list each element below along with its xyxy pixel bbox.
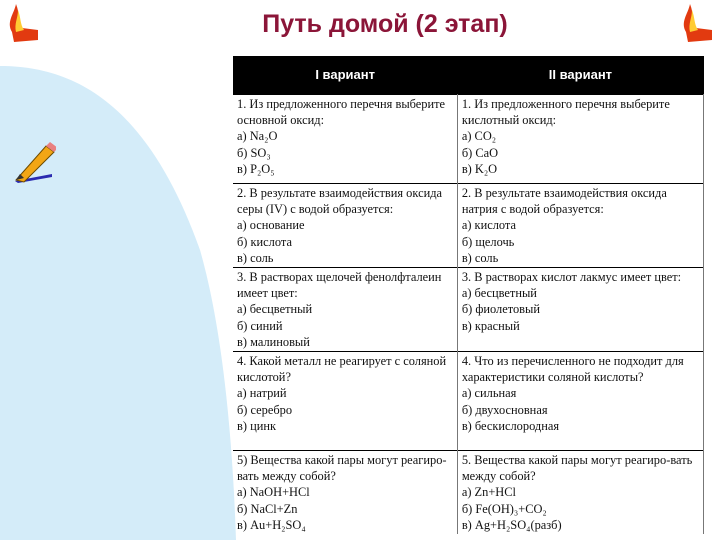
fire-icon-right	[678, 2, 714, 42]
question-text: 3. В растворах кислот лакмус имеет цвет:	[461, 270, 682, 285]
answer-option: в) малиновый	[237, 334, 310, 349]
answer-option: а) основание	[237, 218, 305, 233]
answer-option: а) Na₂O	[237, 129, 278, 144]
table-row	[233, 352, 704, 451]
answer-option: б) синий	[237, 318, 283, 333]
table-row	[233, 451, 704, 535]
answer-option: а) кислота	[461, 218, 516, 233]
table-row	[233, 184, 704, 268]
answer-option: в) соль	[237, 250, 274, 265]
answer-option: в) K₂O	[461, 161, 498, 176]
question-cell	[233, 352, 457, 451]
answer-option: а) бесцветный	[461, 286, 537, 301]
answer-option: б) щелочь	[461, 234, 515, 249]
answer-option: б) NaCl+Zn	[237, 501, 298, 516]
question-cell	[457, 268, 703, 352]
answer-option: а) бесцветный	[237, 302, 313, 317]
answer-option: а) сильная	[461, 386, 517, 401]
answer-option: в) цинк	[237, 418, 276, 433]
answer-option: в) бескислородная	[461, 418, 560, 433]
answer-option: б) двухосновная	[461, 402, 548, 417]
answer-option: б) SO₃	[237, 145, 271, 160]
question-text: 3. В растворах щелочей фенолфталеин имеет цвет:	[237, 270, 442, 301]
answer-option: б) CaO	[461, 145, 499, 160]
question-text: 1. Из предложенного перечня выберите кислотный оксид:	[461, 97, 670, 128]
answer-option: а) CO₂	[461, 129, 497, 144]
answer-option: а) NaOH+HCl	[237, 485, 310, 500]
question-cell	[233, 268, 457, 352]
question-text: 2. В результате взаимодействия оксида серы (IV) с водой образуется:	[237, 186, 443, 217]
answer-option: в) Ag+H₂SO₄(разб)	[461, 517, 562, 532]
answer-option: а) Zn+HCl	[461, 485, 516, 500]
answer-option: в) красный	[461, 318, 520, 333]
answer-option: б) Fe(OH)₃+CO₂	[461, 501, 547, 516]
answer-option: б) фиолетовый	[461, 302, 540, 317]
question-text: 2. В результате взаимодействия оксида натрия с водой образуется:	[461, 186, 667, 217]
answer-option: б) серебро	[237, 402, 293, 417]
page-title: Путь домой (2 этап)	[262, 10, 508, 38]
question-text: 5. Вещества какой пары могут реагиро-вать между собой?	[461, 453, 693, 484]
question-text: 4. Какой металл не реагирует с соляной кислотой?	[237, 354, 447, 385]
fire-icon-left	[4, 2, 40, 42]
question-cell	[233, 184, 457, 268]
table-row	[233, 95, 704, 184]
question-text: 4. Что из перечисленного не подходит для характеристики соляной кислоты?	[461, 354, 684, 385]
question-cell	[457, 95, 703, 184]
quiz-table	[233, 56, 704, 534]
question-cell	[233, 95, 457, 184]
question-cell	[233, 451, 457, 535]
answer-option: в) P₂O₅	[237, 161, 275, 176]
question-cell	[457, 352, 703, 451]
header-variant-2: II вариант	[457, 56, 703, 95]
question-text: 5) Вещества какой пары могут реагиро-вать между собой?	[237, 453, 447, 484]
header-row	[233, 56, 704, 95]
question-text: 1. Из предложенного перечня выберите основной оксид:	[237, 97, 446, 128]
answer-option: а) натрий	[237, 386, 287, 401]
answer-option: в) соль	[461, 250, 499, 265]
answer-option: в) Au+H₂SO₄	[237, 517, 306, 532]
table-row	[233, 268, 704, 352]
question-cell	[457, 451, 703, 535]
pencil-icon	[12, 138, 56, 184]
answer-option: б) кислота	[237, 234, 292, 249]
question-cell	[457, 184, 703, 268]
header-variant-1: I вариант	[233, 56, 457, 95]
